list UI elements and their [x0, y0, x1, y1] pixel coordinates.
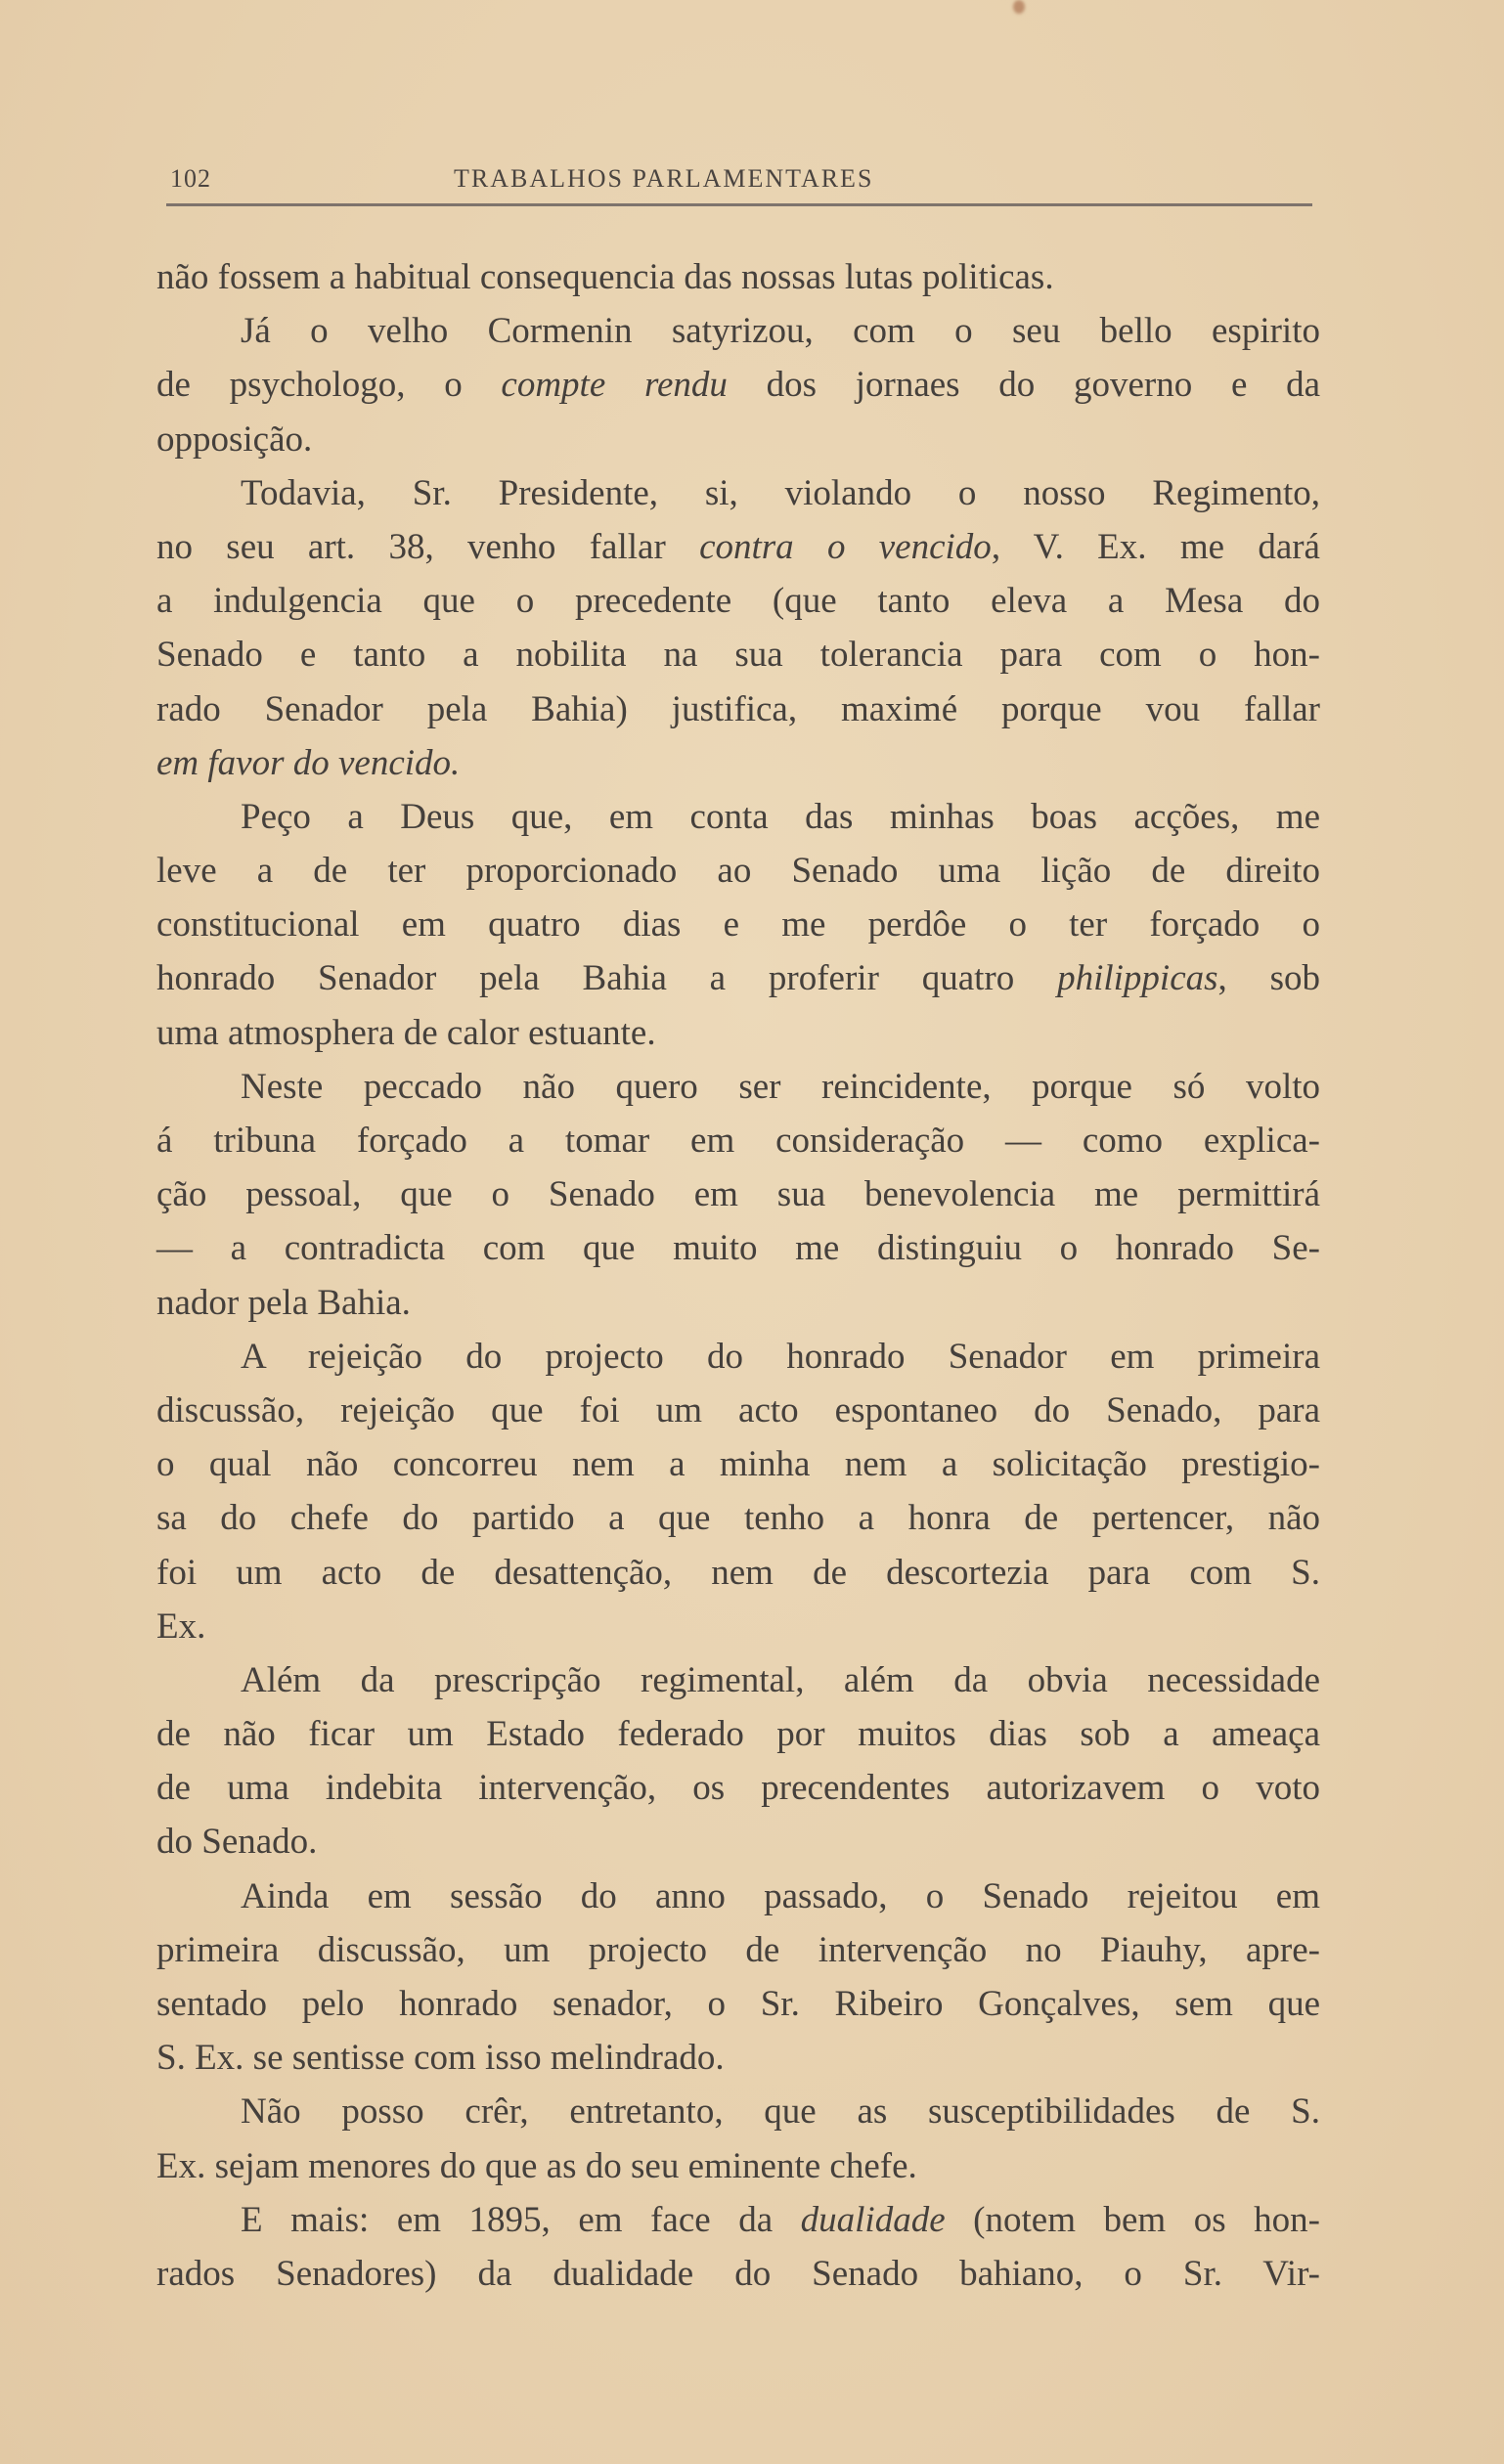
text-line: de não ficar um Estado federado por muitos dias sob a ameaça — [156, 1714, 1320, 1755]
italic-phrase: compte rendu — [501, 365, 728, 406]
text-line: rado Senador pela Bahia) justifica, maximé porque vou fallar — [156, 688, 1320, 729]
text-line: foi um acto de desattenção, nem de descortezia para com S. — [156, 1552, 1320, 1593]
text-run: honrado Senador pela Bahia a proferir quatro — [156, 958, 1058, 999]
text-line: sa do chefe do partido a que tenho a honra de pertencer, não — [156, 1498, 1320, 1539]
text-line: o qual não concorreu nem a minha nem a solicitação prestigio- — [156, 1444, 1320, 1485]
italic-phrase: em favor do vencido. — [156, 742, 461, 783]
text-line: Neste peccado não quero ser reincidente, porque só volto — [241, 1066, 1320, 1107]
page-number: 102 — [170, 164, 211, 193]
text-line — [156, 951, 1320, 1005]
text-line: nador pela Bahia. — [156, 1282, 411, 1323]
text-run: E mais: em 1895, em face da — [241, 2199, 801, 2240]
text-line — [156, 2193, 1320, 2247]
text-run: , V. Ex. me dará — [991, 526, 1320, 567]
text-line: opposição. — [156, 418, 313, 460]
header-rule — [166, 203, 1312, 206]
page-header — [164, 164, 1314, 203]
text-line: Ainda em sessão do anno passado, o Senado rejeitou em — [241, 1875, 1320, 1916]
text-line: ção pessoal, que o Senado em sua benevolencia me permittirá — [156, 1174, 1320, 1215]
text-line: A rejeição do projecto do honrado Senador em primeira — [241, 1336, 1320, 1377]
text-line: constitucional em quatro dias e me perdôe o ter forçado o — [156, 904, 1320, 946]
text-run: (notem bem os hon- — [945, 2199, 1320, 2240]
text-line: rados Senadores) da dualidade do Senado bahiano, o Sr. Vir- — [156, 2253, 1320, 2294]
text-line: do Senado. — [156, 1822, 318, 1863]
text-line: Já o velho Cormenin satyrizou, com o seu bello espirito — [241, 311, 1320, 352]
text-line: Além da prescripção regimental, além da obvia necessidade — [241, 1659, 1320, 1700]
italic-phrase: philippicas — [1057, 958, 1218, 999]
running-title: TRABALHOS PARLAMENTARES — [454, 164, 874, 193]
text-run: dos jornaes do governo e da — [727, 365, 1321, 406]
text-line: Senado e tanto a nobilita na sua tolerancia para com o hon- — [156, 635, 1320, 676]
italic-phrase: contra o vencido — [699, 526, 992, 567]
text-line: Peço a Deus que, em conta das minhas boas acções, me — [241, 796, 1320, 837]
text-line: não fossem a habitual consequencia das nossas lutas politicas. — [156, 257, 1054, 297]
text-line: — a contradicta com que muito me distinguiu o honrado Se- — [156, 1228, 1320, 1269]
text-line: leve a de ter proporcionado ao Senado uma lição de direito — [156, 851, 1320, 892]
text-line: á tribuna forçado a tomar em consideração — como explica- — [156, 1121, 1320, 1161]
text-line: Todavia, Sr. Presidente, si, violando o nosso Regimento, — [241, 472, 1320, 513]
text-line — [156, 736, 1320, 790]
text-line: discussão, rejeição que foi um acto espontaneo do Senado, para — [156, 1389, 1320, 1430]
text-line: de uma indebita intervenção, os precendentes autorizavem o voto — [156, 1768, 1320, 1809]
paper-stain — [1013, 0, 1025, 14]
italic-phrase: dualidade — [800, 2199, 946, 2240]
text-line: primeira discussão, um projecto de intervenção no Piauhy, apre- — [156, 1929, 1320, 1970]
text-run: , sob — [1217, 958, 1320, 999]
text-line: sentado pelo honrado senador, o Sr. Ribeiro Gonçalves, sem que — [156, 1984, 1320, 2024]
text-line — [156, 520, 1320, 574]
text-line — [156, 358, 1320, 412]
text-line: Não posso crêr, entretanto, que as susceptibilidades de S. — [241, 2091, 1320, 2133]
text-line: Ex. sejam menores do que as do seu eminente chefe. — [156, 2145, 917, 2186]
text-line: a indulgencia que o precedente (que tanto eleva a Mesa do — [156, 581, 1320, 622]
body-text — [156, 250, 1320, 2301]
text-run: de psychologo, o — [156, 365, 502, 406]
text-line: uma atmosphera de calor estuante. — [156, 1012, 656, 1053]
text-line: S. Ex. se sentisse com isso melindrado. — [156, 2038, 725, 2079]
text-run: no seu art. 38, venho fallar — [156, 526, 700, 567]
text-line: Ex. — [156, 1606, 206, 1647]
